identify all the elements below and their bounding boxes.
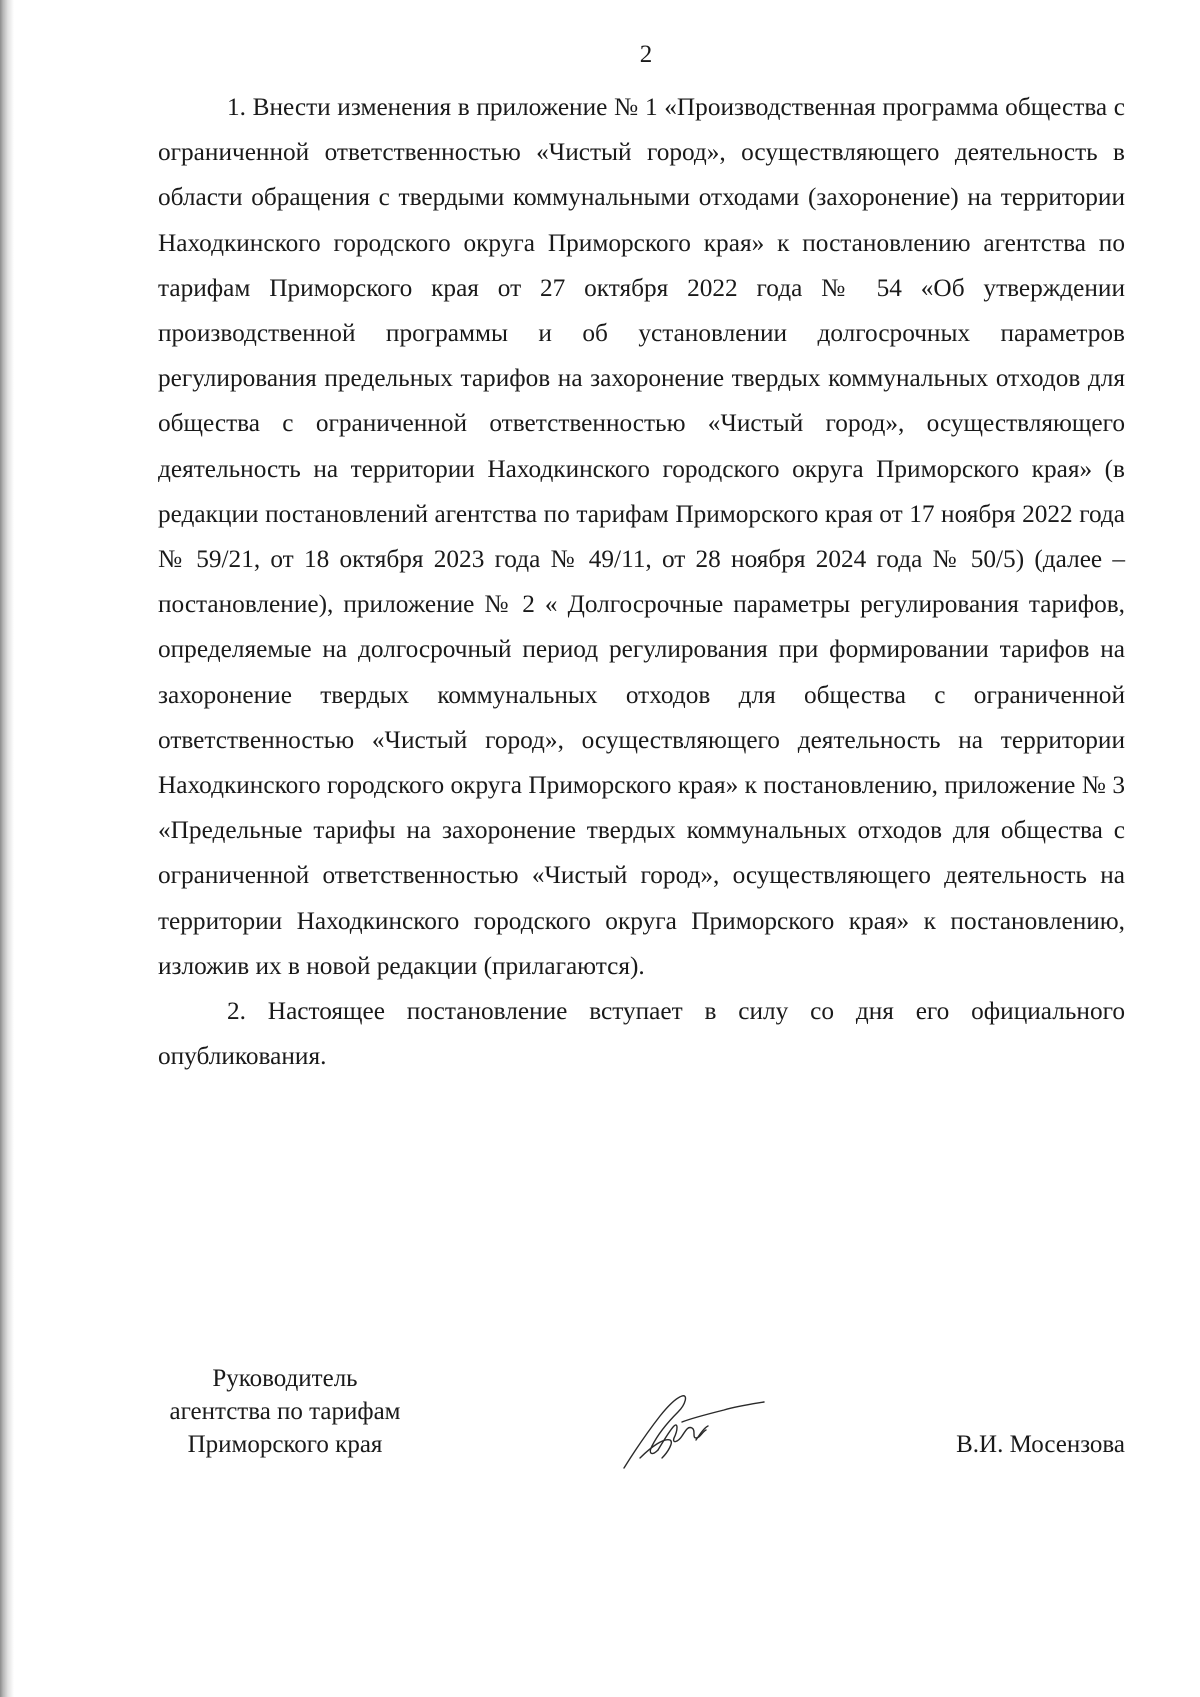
paragraph-1: 1. Внести изменения в приложение № 1 «Производственная программа общества с ограниченной ответственностью «Чистый город», осуществляющего деятельность в области обращения с твердыми коммунальными отходами (захоронение) на территории Находкинского городского округа Приморского края» к постановлению агентства по тарифам Приморского края от 27 октября 2022 года № 54 «Об утверждении производственной программы и об установлении долгосрочных параметров регулирования предельных тарифов на захоронение твердых коммунальных отходов для общества с ограниченной ответственностью «Чистый город», осуществляющего деятельность на территории Находкинского городского округа Приморского края» (в редакции постановлений агентства по тарифам Приморского края от 17 ноября 2022 года № 59/21, от 18 октября 2023 года № 49/11, от 28 ноября 2024 года № 50/5) (далее – постановление), приложение № 2 « Долгосрочные параметры регулирования тарифов, определяемые на долгосрочный период регулирования при формировании тарифов на захоронение твердых коммунальных отходов для общества с ограниченной ответственностью «Чистый город», осуществляющего деятельность на территории Находкинского городского округа Приморского края» к постановлению, приложение № 3 «Предельные тарифы на захоронение твердых коммунальных отходов для общества с ограниченной ответственностью «Чистый город», осуществляющего деятельность на территории Находкинского городского округа Приморского края» к постановлению, изложив их в новой редакции (прилагаются). <box>158 93 1125 980</box>
signer-name: В.И. Мосензова <box>956 1431 1125 1458</box>
signer-title-line: агентства по тарифам <box>169 1398 401 1425</box>
signature-block <box>0 1362 1200 1502</box>
signer-title <box>140 1362 430 1461</box>
page-number: 2 <box>639 41 653 68</box>
signer-title-line: Руководитель <box>212 1365 358 1392</box>
paragraph-2: 2. Настоящее постановление вступает в силу со дня его официального опубликования. <box>158 997 1125 1071</box>
document-body <box>158 85 1125 1079</box>
signer-title-line: Приморского края <box>187 1431 383 1458</box>
handwritten-signature <box>612 1382 772 1482</box>
